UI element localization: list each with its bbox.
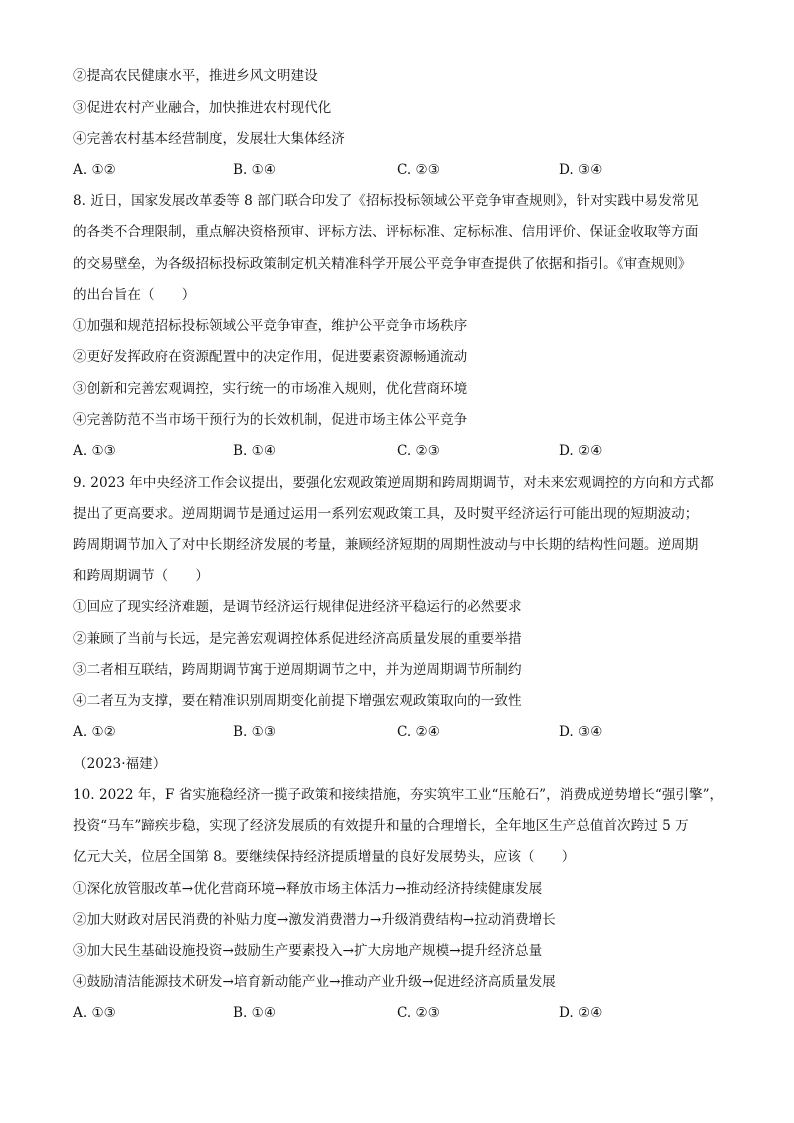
q7-option-c: C. ②③ bbox=[397, 162, 440, 178]
q9-item-1: ①回应了现实经济难题，是调节经济运行规律促进经济平稳运行的必然要求 bbox=[73, 599, 522, 615]
q9-option-b: B. ①③ bbox=[233, 724, 277, 740]
q10-stem-line-3: 亿元大关，位居全国第 8。要继续保持经济提质增量的良好发展势头，应该（ ） bbox=[73, 849, 576, 865]
q10-option-c: C. ②③ bbox=[397, 1005, 440, 1021]
q10-option-a: A. ①③ bbox=[73, 1005, 116, 1021]
q8-option-c: C. ②③ bbox=[397, 443, 440, 459]
q9-item-3: ③二者相互联结，跨周期调节寓于逆周期调节之中，并为逆周期调节所制约 bbox=[73, 662, 522, 678]
q10-item-1: ①深化放管服改革→优化营商环境→释放市场主体活力→推动经济持续健康发展 bbox=[73, 881, 543, 897]
q7-option-a: A. ①② bbox=[73, 162, 116, 178]
q9-option-a: A. ①② bbox=[73, 724, 116, 740]
q10-item-2: ②加大财政对居民消费的补贴力度→激发消费潜力→升级消费结构→拉动消费增长 bbox=[73, 912, 556, 928]
q10-option-d: D. ②④ bbox=[559, 1005, 603, 1021]
q7-options bbox=[73, 161, 733, 179]
q9-item-2: ②兼顾了当前与长远，是完善宏观调控体系促进经济高质量发展的重要举措 bbox=[73, 631, 522, 647]
q8-option-a: A. ①③ bbox=[73, 443, 116, 459]
q7-option-d: D. ③④ bbox=[559, 162, 603, 178]
q8-item-2: ②更好发挥政府在资源配置中的决定作用，促进要素资源畅通流动 bbox=[73, 349, 468, 365]
q7-item-2: ②提高农民健康水平，推进乡风文明建设 bbox=[73, 68, 318, 84]
q8-stem-line-1: 8. 近日，国家发展改革委等 8 部门联合印发了《招标投标领域公平竞争审查规则》，针对实践中易发常见 bbox=[73, 193, 699, 209]
q8-option-d: D. ②④ bbox=[559, 443, 603, 459]
q9-options bbox=[73, 723, 733, 741]
q8-item-1: ①加强和规范招标投标领域公平竞争审查，维护公平竞争市场秩序 bbox=[73, 318, 468, 334]
q8-stem-line-2: 的各类不合理限制，重点解决资格预审、评标方法、评标标准、定标标准、信用评价、保证金收取等方面 bbox=[73, 224, 699, 240]
q8-stem-line-4: 的出台旨在（ ） bbox=[73, 287, 196, 303]
q7-option-b: B. ①④ bbox=[233, 162, 277, 178]
q8-option-b: B. ①④ bbox=[233, 443, 277, 459]
q10-stem-line-1: 10. 2022 年，F 省实施稳经济一揽子政策和接续措施，夯实筑牢工业“压舱石”，消费成逆势增长“强引擎”， bbox=[73, 787, 724, 803]
q9-stem-line-2: 提出了更高要求。逆周期调节是通过运用一系列宏观政策工具，及时熨平经济运行可能出现的短期波动； bbox=[73, 506, 699, 522]
q10-option-b: B. ①④ bbox=[233, 1005, 277, 1021]
q9-stem-line-1: 9. 2023 年中央经济工作会议提出，要强化宏观政策逆周期和跨周期调节，对未来宏观调控的方向和方式都 bbox=[73, 475, 714, 491]
q8-options bbox=[73, 442, 733, 460]
q8-item-4: ④完善防范不当市场干预行为的长效机制，促进市场主体公平竞争 bbox=[73, 412, 468, 428]
q8-stem-line-3: 的交易壁垒，为各级招标投标政策制定机关精准科学开展公平竞争审查提供了依据和指引。《审查规则》 bbox=[73, 256, 692, 272]
q10-item-3: ③加大民生基础设施投资→鼓励生产要素投入→扩大房地产规模→提升经济总量 bbox=[73, 943, 543, 959]
q10-stem-line-2: 投资“马车”蹄疾步稳，实现了经济发展质的有效提升和量的合理增长，全年地区生产总值首次跨过 5 万 bbox=[73, 818, 689, 834]
q9-stem-line-4: 和跨周期调节（ ） bbox=[73, 568, 209, 584]
q7-item-4: ④完善农村基本经营制度，发展壮大集体经济 bbox=[73, 131, 345, 147]
q10-options bbox=[73, 1004, 733, 1022]
q9-stem-line-3: 跨周期调节加入了对中长期经济发展的考量，兼顾经济短期的周期性波动与中长期的结构性问题。逆周期 bbox=[73, 537, 699, 553]
q10-item-4: ④鼓励清洁能源技术研发→培育新动能产业→推动产业升级→促进经济高质量发展 bbox=[73, 974, 556, 990]
q9-item-4: ④二者互为支撑，要在精准识别周期变化前提下增强宏观政策取向的一致性 bbox=[73, 693, 522, 709]
q9-option-c: C. ②④ bbox=[397, 724, 440, 740]
q8-item-3: ③创新和完善宏观调控，实行统一的市场准入规则，优化营商环境 bbox=[73, 381, 468, 397]
q7-item-3: ③促进农村产业融合，加快推进农村现代化 bbox=[73, 100, 332, 116]
source-note: （2023·福建） bbox=[73, 756, 167, 772]
q9-option-d: D. ③④ bbox=[559, 724, 603, 740]
